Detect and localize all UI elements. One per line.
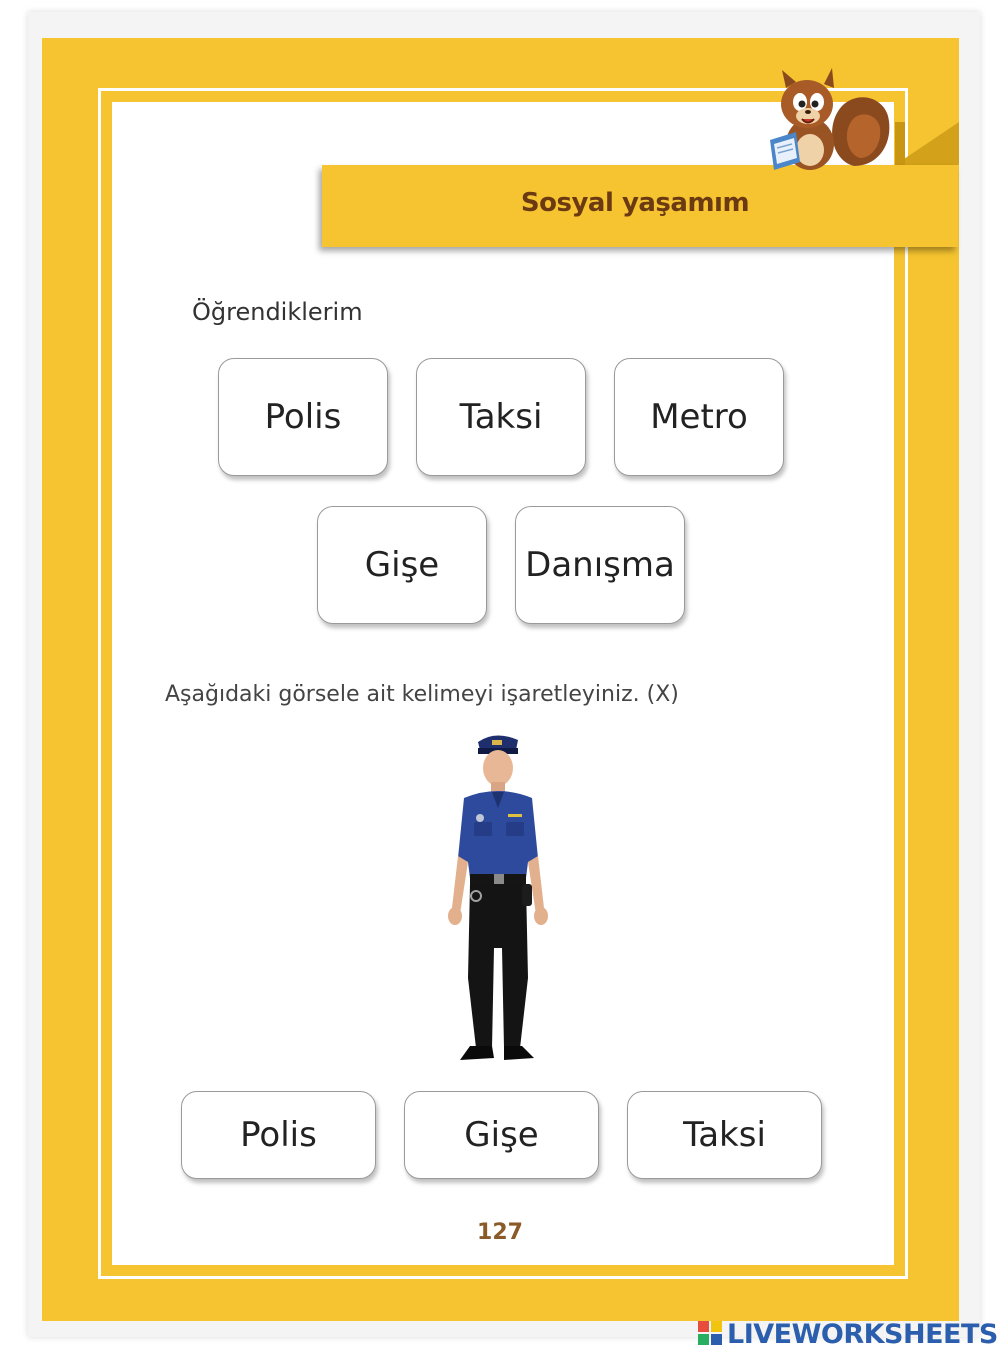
answer-option-gise[interactable]: Gişe bbox=[404, 1091, 599, 1179]
squirrel-reading-icon bbox=[762, 66, 894, 178]
answer-option-polis[interactable]: Polis bbox=[181, 1091, 376, 1179]
answer-option-taksi[interactable]: Taksi bbox=[627, 1091, 822, 1179]
liveworksheets-mark-icon bbox=[698, 1321, 724, 1347]
banner-fold-shade bbox=[895, 122, 905, 165]
police-officer-image bbox=[430, 728, 560, 1068]
page-title: Sosyal yaşamım bbox=[520, 188, 750, 218]
word-card-taksi: Taksi bbox=[416, 358, 586, 476]
liveworksheets-wordmark: LIVEWORKSHEETS bbox=[727, 1318, 998, 1350]
learned-words-label: Öğrendiklerim bbox=[192, 298, 363, 326]
page-number: 127 bbox=[477, 1220, 523, 1245]
question-instruction: Aşağıdaki görsele ait kelimeyi işaretleyiniz. (X) bbox=[165, 682, 679, 707]
word-card-polis: Polis bbox=[218, 358, 388, 476]
word-card-metro: Metro bbox=[614, 358, 784, 476]
liveworksheets-logo bbox=[698, 1318, 998, 1350]
word-card-gise: Gişe bbox=[317, 506, 487, 624]
word-card-danisma: Danışma bbox=[515, 506, 685, 624]
